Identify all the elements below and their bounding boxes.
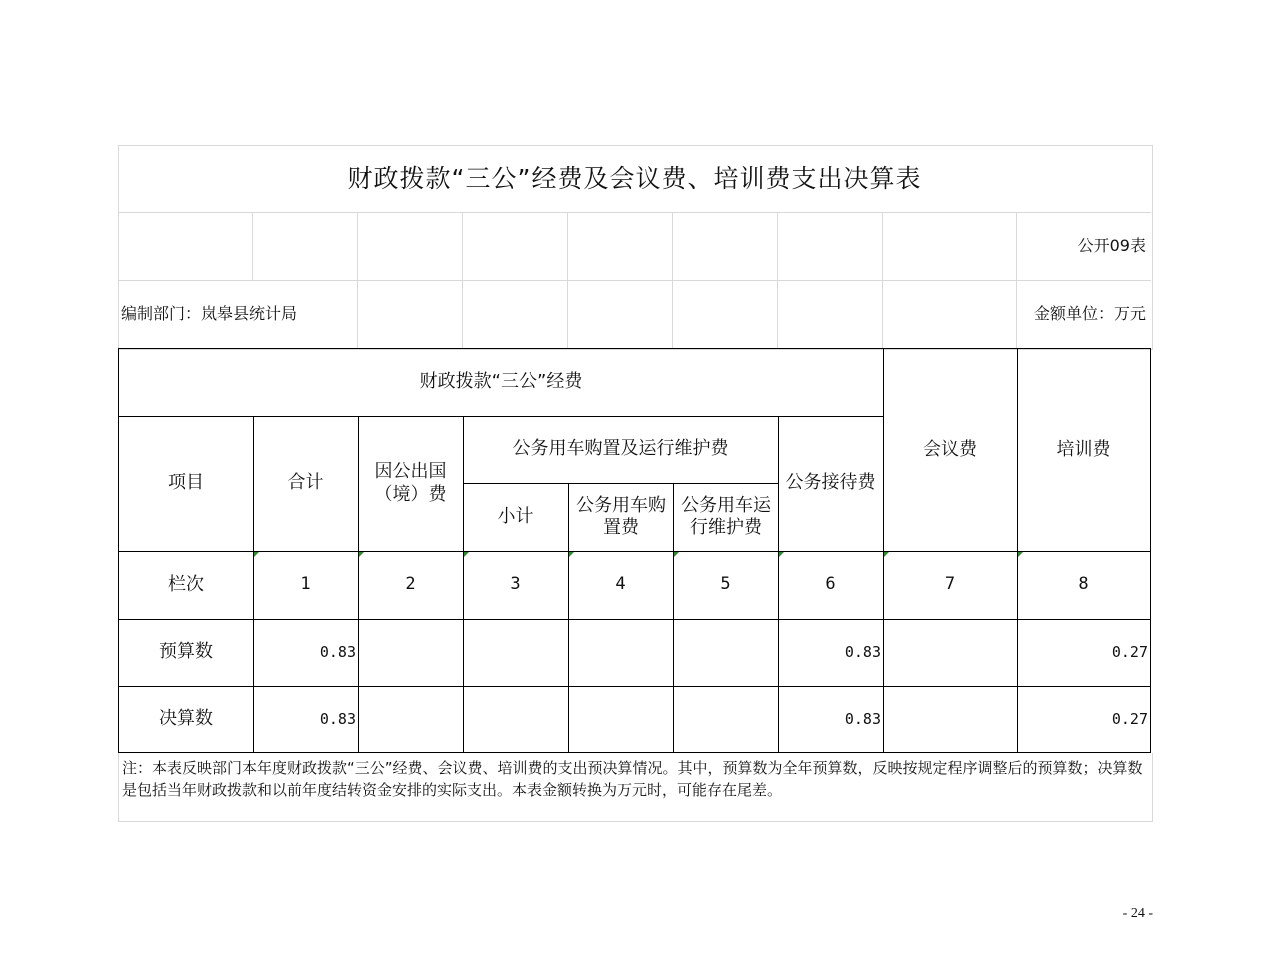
header-abroad: 因公出国（境）费 [374, 461, 447, 505]
row-label-actual: 决算数 [159, 707, 213, 729]
actual-reception: 0.83 [844, 709, 881, 728]
header-subtotal: 小计 [497, 505, 534, 527]
table-number: 公开09表 [1077, 236, 1146, 255]
cell-marker [254, 552, 259, 557]
grid-line [672, 212, 673, 348]
grid-line [357, 212, 358, 348]
column-number: 4 [615, 574, 626, 595]
cell-marker [884, 552, 889, 557]
table-title: 财政拨款“三公”经费及会议费、培训费支出决算表 [347, 163, 922, 193]
header-item: 项目 [168, 472, 204, 494]
column-number: 3 [510, 574, 521, 595]
column-number: 1 [300, 574, 311, 595]
grid-line [462, 212, 463, 348]
header-total: 合计 [287, 472, 324, 494]
cell-marker [779, 552, 784, 557]
grid-line [252, 212, 253, 280]
cell-marker [464, 552, 469, 557]
budget-training: 0.27 [1111, 643, 1148, 662]
header-meeting: 会议费 [923, 438, 977, 460]
row-label-budget: 预算数 [159, 641, 213, 663]
header-training: 培训费 [1056, 438, 1111, 460]
actual-training: 0.27 [1111, 709, 1148, 728]
budget-reception: 0.83 [844, 643, 881, 662]
column-number: 8 [1078, 574, 1089, 595]
page-number: - 24 - [1122, 906, 1153, 921]
grid-line [567, 212, 568, 348]
header-vehicle-group: 公务用车购置及运行维护费 [512, 438, 729, 460]
unit-label: 金额单位：万元 [1033, 304, 1146, 323]
cell-marker [359, 552, 364, 557]
grid-line [118, 212, 1151, 213]
grid-line [882, 212, 883, 348]
cell-marker [569, 552, 574, 557]
department-label: 编制部门：岚皋县统计局 [121, 304, 298, 323]
header-sangong: 财政拨款“三公”经费 [419, 371, 583, 393]
column-number: 6 [825, 574, 836, 595]
header-vehicle-purchase: 公务用车购置费 [576, 494, 666, 538]
header-reception: 公务接待费 [785, 472, 876, 494]
column-number: 5 [720, 574, 731, 595]
header-vehicle-maint: 公务用车运行维护费 [681, 494, 771, 538]
column-number: 7 [944, 574, 956, 595]
main-table [118, 348, 1151, 753]
budget-total: 0.83 [319, 643, 356, 662]
row-label-lanci: 栏次 [168, 573, 204, 595]
grid-line [777, 212, 778, 348]
cell-marker [1018, 552, 1023, 557]
column-number: 2 [405, 574, 416, 595]
cell-marker [674, 552, 679, 557]
actual-total: 0.83 [319, 709, 356, 728]
note-text: 注：本表反映部门本年度财政拨款“三公”经费、会议费、培训费的支出预决算情况。其中，预算数为全年预算数，反映按规定程序调整后的预算数；决算数是包括当年财政拨款和以前年度结转资金安排的实际支出。本表金额转换为万元时，可能存在尾差。 [122, 759, 1143, 799]
